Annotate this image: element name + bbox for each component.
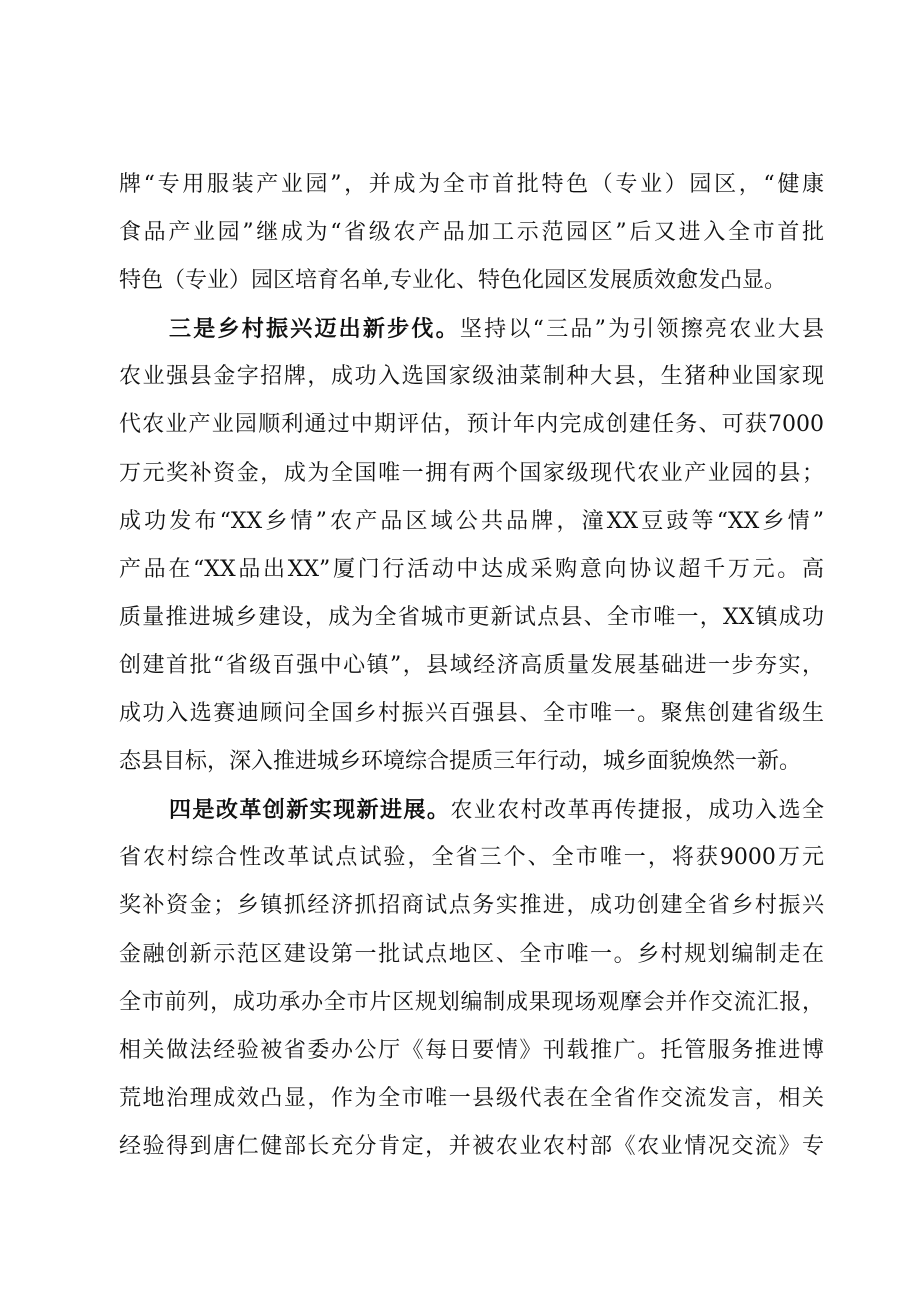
text-line: 产品在“XX品出XX”厦门行活动中达成采购意向协议超千万元。高 [119,556,824,582]
text-line: 相关做法经验被省委办公厅《每日要情》刊载推广。托管服务推进博 [119,1037,824,1063]
text-line: 代农业产业园顺利通过中期评估，预计年内完成创建任务、可获7000 [119,412,824,438]
section-heading: 四是改革创新实现新进展。 [169,797,451,824]
text-line: 质量推进城乡建设，成为全省城市更新试点县、全市唯一，XX镇成功 [119,604,824,630]
text-line: 食品产业园”继成为“省级农产品加工示范园区”后又进入全市首批 [119,220,824,246]
text-line: 牌“专用服装产业园”，并成为全市首批特色（专业）园区，“健康 [119,172,824,197]
text-line: 万元奖补资金，成为全国唯一拥有两个国家级现代农业产业园的县； [119,460,824,486]
paragraph-start-line: 四是改革创新实现新进展。农业农村改革再传捷报，成功入选全 [169,797,824,824]
text-line: 成功发布“XX乡情”农产品区域公共品牌，潼XX豆豉等“XX乡情” [119,508,824,534]
text-line: 经验得到唐仁健部长充分肯定，并被农业农村部《农业情况交流》专 [119,1133,824,1159]
text-line: 金融创新示范区建设第一批试点地区、全市唯一。乡村规划编制走在 [119,941,824,967]
text-line: 成功入选赛迪顾问全国乡村振兴百强县、全市唯一。聚焦创建省级生 [119,701,824,727]
section-heading: 三是乡村振兴迈出新步伐。 [169,316,460,343]
text-line: 全市前列，成功承办全市片区规划编制成果现场观摩会并作交流汇报， [119,989,824,1015]
text-line: 荒地治理成效凸显，作为全市唯一县级代表在全省作交流发言，相关 [119,1085,824,1111]
text-line: 农业强县金字招牌，成功入选国家级油菜制种大县，生猪种业国家现 [119,364,824,390]
text-line: 创建首批“省级百强中心镇”，县域经济高质量发展基础进一步夯实， [119,652,824,678]
body-text [119,161,824,1171]
paragraph-start-line: 三是乡村振兴迈出新步伐。坚持以“三品”为引领擦亮农业大县 [169,316,824,343]
text-line: 特色（专业）园区培育名单,专业化、特色化园区发展质效愈发凸显。 [119,268,786,294]
text-line: 奖补资金；乡镇抓经济抓招商试点务实推进，成功创建全省乡村振兴 [119,893,824,919]
text-line: 省农村综合性改革试点试验，全省三个、全市唯一，将获9000万元 [119,845,824,871]
text-line: 态县目标，深入推进城乡环境综合提质三年行动，城乡面貌焕然一新。 [119,749,802,775]
